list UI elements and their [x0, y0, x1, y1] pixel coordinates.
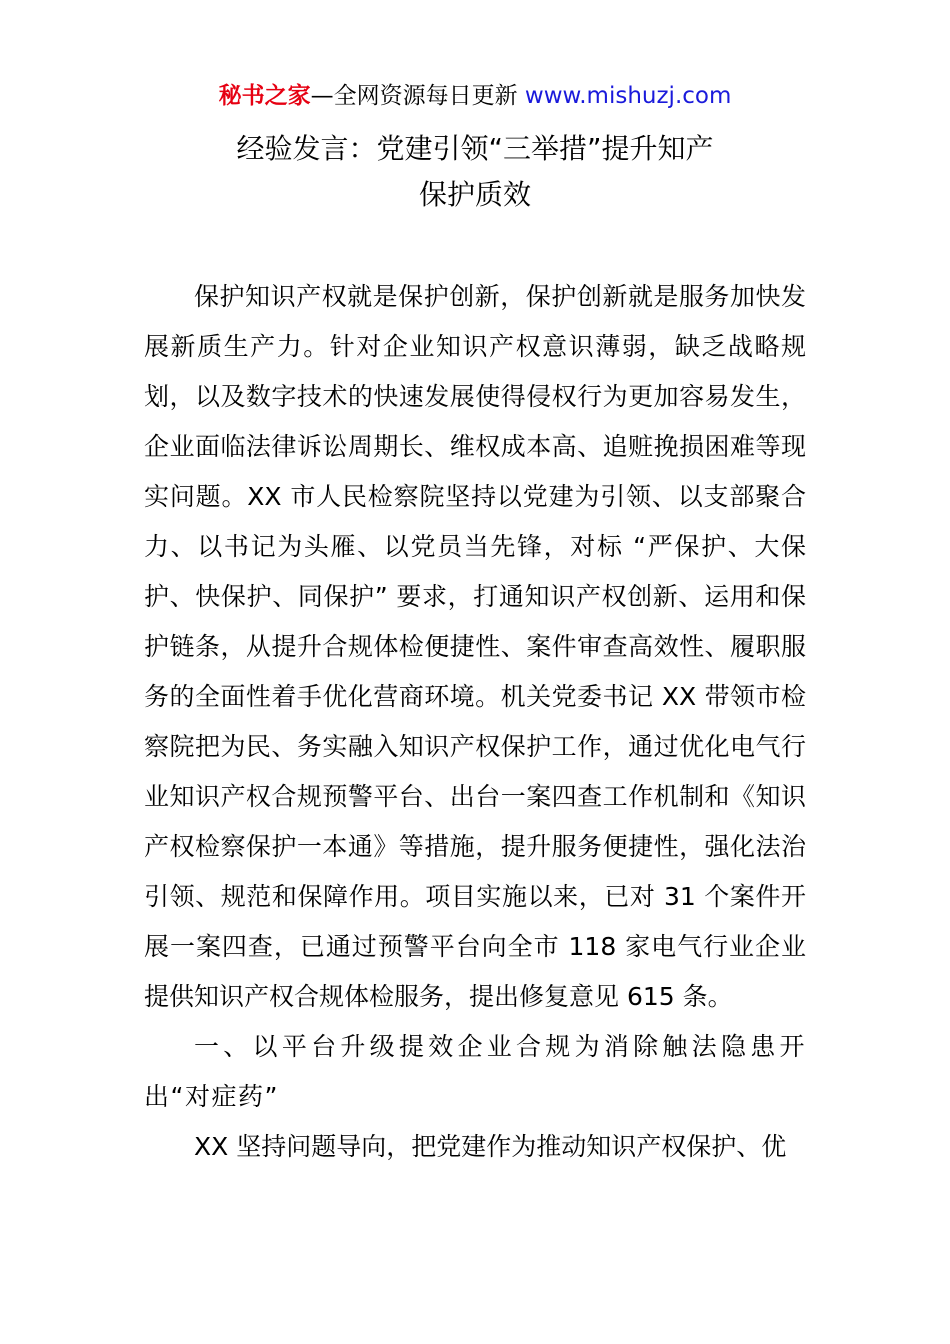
- document-title: [0, 126, 950, 218]
- header-tagline: —全网资源每日更新: [310, 83, 525, 109]
- document-body: [144, 272, 806, 1172]
- site-header: [0, 80, 950, 112]
- body-paragraph-intro: 保护知识产权就是保护创新，保护创新就是服务加快发展新质生产力。针对企业知识产权意识薄弱，缺乏战略规划，以及数字技术的快速发展使得侵权行为更加容易发生，企业面临法律诉讼周期长、维权成本高、追赃挽损困难等现实问题。XX 市人民检察院坚持以党建为引领、以支部聚合力、以书记为头雁、以党员当先锋，对标 “严保护、大保护、快保护、同保护” 要求，打通知识产权创新、运用和保护链条，从提升合规体检便捷性、案件审查高效性、履职服务的全面性着手优化营商环境。机关党委书记 XX 带领市检察院把为民、务实融入知识产权保护工作，通过优化电气行业知识产权合规预警平台、出台一案四查工作机制和《知识产权检察保护一本通》等措施，提升服务便捷性，强化法治引领、规范和保障作用。项目实施以来，已对 31 个案件开展一案四查，已通过预警平台向全市 118 家电气行业企业提供知识产权合规体检服务，提出修复意见 615 条。: [144, 282, 806, 1011]
- title-line-1: 经验发言：党建引领“三举措”提升知产: [236, 132, 714, 165]
- title-line-2: 保护质效: [418, 178, 531, 211]
- brand-name: 秘书之家: [218, 83, 311, 109]
- body-paragraph-section-1: XX 坚持问题导向，把党建作为推动知识产权保护、优: [194, 1132, 787, 1161]
- site-url-link[interactable]: www.mishuzj.com: [524, 83, 732, 109]
- section-heading-1: 一、以平台升级提效企业合规为消除触法隐患开出“对症药”: [144, 1032, 806, 1111]
